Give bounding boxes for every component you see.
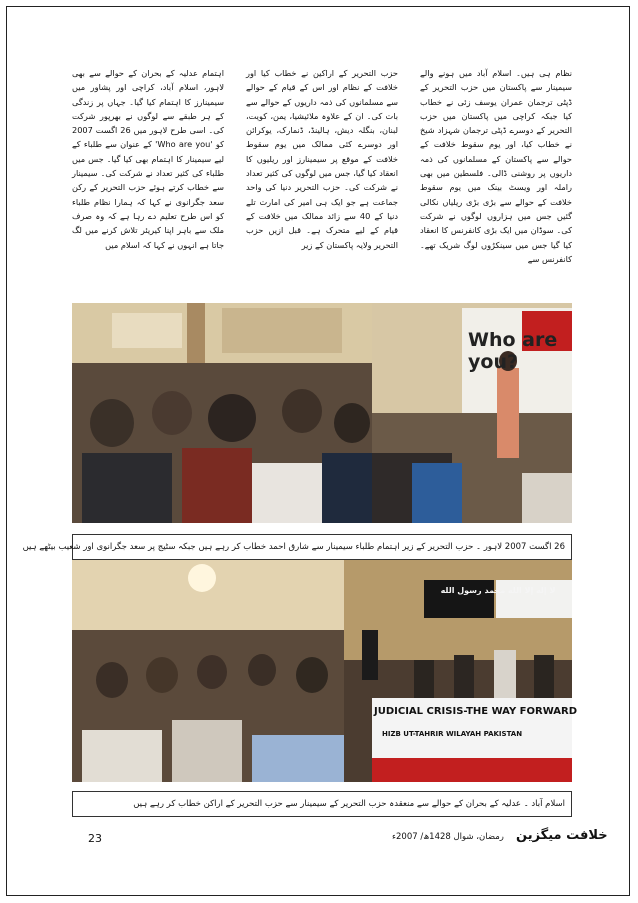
- article-columns: [72, 66, 572, 296]
- photo-audience-lahore: [72, 303, 372, 523]
- page-number: 23: [88, 832, 102, 845]
- column-middle-text: حزب التحریر کے اراکین نے خطاب کیا اور خلافت کے نظام اور اس کے قیام کے حوالے سے مسلمانوں کی ذمہ داریوں کے حوالے سے بات کی۔ ان کے علاوہ ملائیشیا، یمن، کویت، لبنان، بنگلہ دیش، ہالینڈ، ڈنمارک، یوکرائن اور دوسرے کئی ممالک میں یوم سقوط خلافت کے موقع پر سیمینارز اور ریلیوں کا انعقاد کیا گیا، جس میں لوگوں کی کثیر تعداد نے شرکت کی۔ حزب التحریر دنیا کی واحد جماعت ہے جو ایک ہی امیر کی امارت تلے دنیا کے 40 سے زائد ممالک میں خلافت کے قیام کے لیے متحرک ہے۔ قبل ازیں حزب التحریر ولایہ پاکستان کے زیر: [246, 68, 398, 250]
- photo-stage-judicial-crisis: [344, 560, 578, 782]
- audience-photo-graphic: [72, 303, 372, 523]
- judicial-crisis-banner: JUDICIAL CRISIS-THE WAY FORWARD: [374, 706, 578, 717]
- flag-shahada-text: لا إله إلا الله محمد رسول الله: [440, 586, 556, 595]
- magazine-logo: خلافت میگزین: [516, 828, 608, 843]
- photo-seminar-hall-islamabad: [72, 560, 344, 782]
- who-are-you-banner-text: Who are you?: [468, 329, 558, 373]
- photo2-caption: اسلام آباد ۔ عدلیہ کے بحران کے حوالے سے منعقدہ حزب التحریر کے سیمینار سے حزب التحریر کے اراکن خطاب کر رہے ہیں: [72, 791, 572, 817]
- seminar-hall-graphic: [72, 560, 344, 782]
- hizb-banner-subtitle: HIZB UT-TAHRIR WILAYAH PAKISTAN: [382, 730, 523, 738]
- column-left-text: اہتمام عدلیہ کے بحران کے حوالے سے بھی لاہور، اسلام آباد، کراچی اور پشاور میں سیمینارز کا اہتمام کیا گیا۔ جہاں پر زندگی کے ہر طبقے سے لوگوں نے بھرپور شرکت کی۔ اسی طرح لاہور میں 26 اگست 2007 کو 'Who are you' کے عنوان سے طلباء کے لیے سیمینار کا اہتمام بھی کیا گیا۔ جس میں طلباء کی کثیر تعداد نے شرکت کی۔ سیمینار سے خطاب کرتے ہوئے حزب التحریر کے رکن سعد جگرانوی نے کہا کہ ہمارا نظام طلباء کو اس طرح تعلیم دے رہا ہے کہ وہ صرف ملک سے باہر اپنا کیریئر تلاش کرنے میں لگ جاتا ہے انہوں نے کہا کہ اسلام میں: [72, 68, 224, 250]
- article-column-left: [72, 66, 224, 296]
- issue-date: رمضان، شوال 1428ھ/ 2007ء: [392, 832, 504, 842]
- column-right-text: نظام ہی ہیں۔ اسلام آباد میں ہونے والے سیمینار سے پاکستان میں حزب التحریر کے ڈپٹی ترجمان عمران یوسف زئی نے خطاب کیا جبکہ کراچی میں پاکستان میں حزب التحریر کے دوسرے ڈپٹی ترجمان شہزاد شیخ نے خطاب کیا، اور یوم سقوط خلافت کے حوالے سے پاکستان کے مسلمانوں کی ذمہ داریوں پر روشنی ڈالی۔ فلسطین میں بھی راملہ اور ویسٹ بینک میں یوم سقوط خلافت کے حوالے سے بڑی بڑی ریلیاں نکالی گئیں جس میں ہزاروں لوگوں نے شرکت کی۔ سوڈان میں ایک بڑی کانفرنس کا انعقاد کیا گیا جس میں سینکڑوں لوگ شریک تھے۔ کانفرنس سے: [420, 68, 572, 264]
- photo1-caption: 26 اگست 2007 لاہور ۔ حزب التحریر کے زیر اہتمام طلباء سیمینار سے شارق احمد خطاب کر رہے ہیں جبکہ سٹیج پر سعد جگرانوی اور شعیب بیٹھے ہیں: [72, 534, 572, 560]
- photo-speaker-who-are-you: [372, 303, 572, 523]
- article-column-middle: [246, 66, 398, 296]
- article-column-right: [420, 66, 572, 296]
